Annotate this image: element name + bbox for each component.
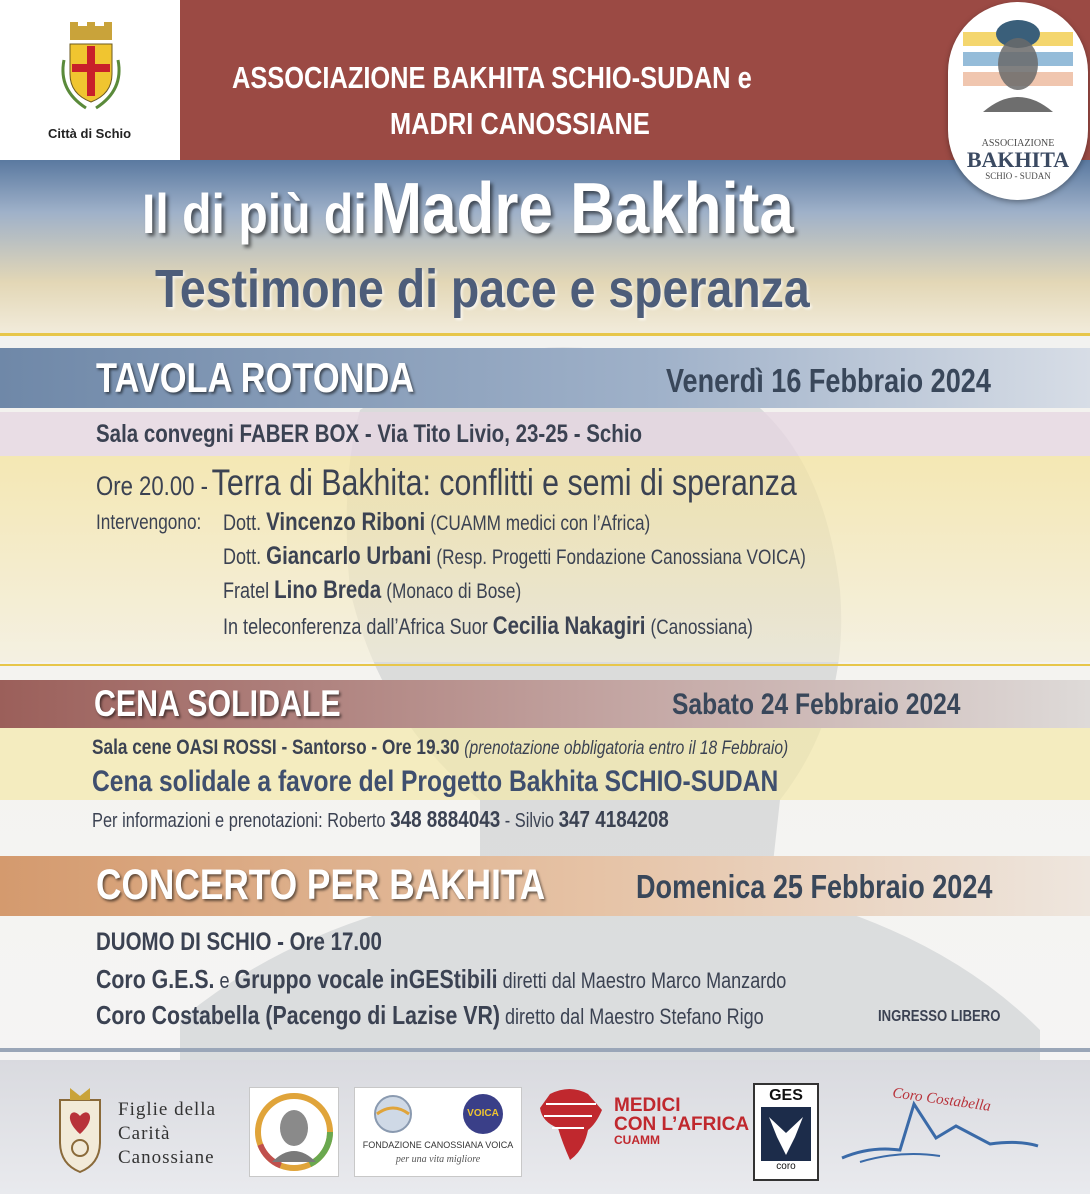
tavola-date: Venerdì 16 Febbraio 2024 [666,362,991,399]
canossian-crest-icon [52,1086,108,1174]
tavola-time: Ore 20.00 - [96,471,208,501]
free-entry: INGRESSO LIBERO [878,1008,1001,1025]
speaker-name: Giancarlo Urbani [266,542,432,570]
cena-note: (prenotazione obbligatoria entro il 18 Febbraio) [464,738,789,759]
speakers-intro: Intervengono: [96,511,202,534]
bakhita-portrait-icon [963,12,1073,112]
phone-silvio: 347 4184208 [558,806,669,832]
cena-venue: Sala cene OASI ROSSI - Santorso - Ore 19.30 [92,736,460,759]
association-logo [948,2,1088,200]
speaker-row: Fratel Lino Breda (Monaco di Bose) [223,576,522,604]
cuamm-text: MEDICI CON L’AFRICA CUAMM [614,1095,750,1147]
voica-name: FONDAZIONE CANOSSIANA VOICA [362,1140,514,1150]
pastoral-logo [249,1087,339,1177]
speaker-row: In teleconferenza dall’Africa Suor Cecilia Nakagiri (Canossiana) [223,612,753,640]
speaker-name: Lino Breda [274,576,382,604]
ges-coro: coro [776,1161,796,1172]
speaker-row: Dott. Giancarlo Urbani (Resp. Progetti Fondazione Canossiana VOICA) [223,542,806,570]
pastoral-circle-icon [250,1088,338,1176]
voica-tagline: per una vita migliore [395,1154,481,1165]
header-line-2: MADRI CANOSSIANE [390,106,650,141]
voica-logo [354,1087,522,1177]
figlie-logo-text: Figlie della Carità Canossiane [118,1099,217,1168]
concerto-line-1: Coro G.E.S. e Gruppo vocale inGEStibili diretti dal Maestro Marco Manzardo [96,964,787,994]
divider [0,664,1090,666]
coat-of-arms-icon [56,20,126,110]
speaker-row: Dott. Vincenzo Riboni (CUAMM medici con l’Africa) [223,508,651,536]
concerto-heading: CONCERTO PER BAKHITA [96,861,546,909]
costabella-text: Coro Costabella [891,1085,992,1115]
cena-info: Per informazioni e prenotazioni: Roberto 348 8884043 - Silvio 347 4184208 [92,806,669,832]
page-subtitle: Testimone di pace e speranza [155,259,810,319]
cena-venue-line [92,736,941,760]
tavola-topic: Terra di Bakhita: conflitti e semi di speranza [211,462,797,503]
voica-world-icon [371,1092,415,1136]
gold-divider [0,333,1090,336]
assoc-logo-line3: SCHIO - SUDAN [985,171,1051,181]
phone-roberto: 348 8884043 [390,806,501,832]
concerto-date: Domenica 25 Febbraio 2024 [636,868,993,905]
africa-icon [536,1084,610,1162]
ges-logo [753,1083,819,1181]
speaker-name: Cecilia Nakagiri [492,612,646,640]
cena-date: Sabato 24 Febbraio 2024 [672,688,961,721]
tavola-topic-line [96,462,951,504]
cena-headline: Cena solidale a favore del Progetto Bakhita SCHIO-SUDAN [92,765,779,798]
title-name: Madre Bakhita [370,169,794,249]
tavola-venue: Sala convegni FABER BOX - Via Tito Livio, 23-25 - Schio [96,420,643,448]
concerto-line-2: Coro Costabella (Pacengo di Lazise VR) diretto dal Maestro Stefano Rigo [96,1000,764,1030]
divider [0,1048,1090,1052]
tavola-heading: TAVOLA ROTONDA [96,354,415,401]
ges-title: GES [769,1087,803,1104]
speaker-name: Vincenzo Riboni [266,508,426,536]
city-caption: Città di Schio [48,126,132,141]
assoc-logo-line2: BAKHITA [966,147,1070,172]
cena-heading: CENA SOLIDALE [94,683,341,724]
header-line-1: ASSOCIAZIONE BAKHITA SCHIO-SUDAN e [232,60,752,95]
voica-badge: VOICA [463,1094,503,1134]
title-prefix: Il di più di [142,182,367,245]
assoc-logo-line1: ASSOCIAZIONE [981,138,1055,149]
eagle-icon [761,1107,811,1161]
city-logo [0,0,180,160]
concerto-venue: DUOMO DI SCHIO - Ore 17.00 [96,928,382,956]
page-title [142,168,900,250]
